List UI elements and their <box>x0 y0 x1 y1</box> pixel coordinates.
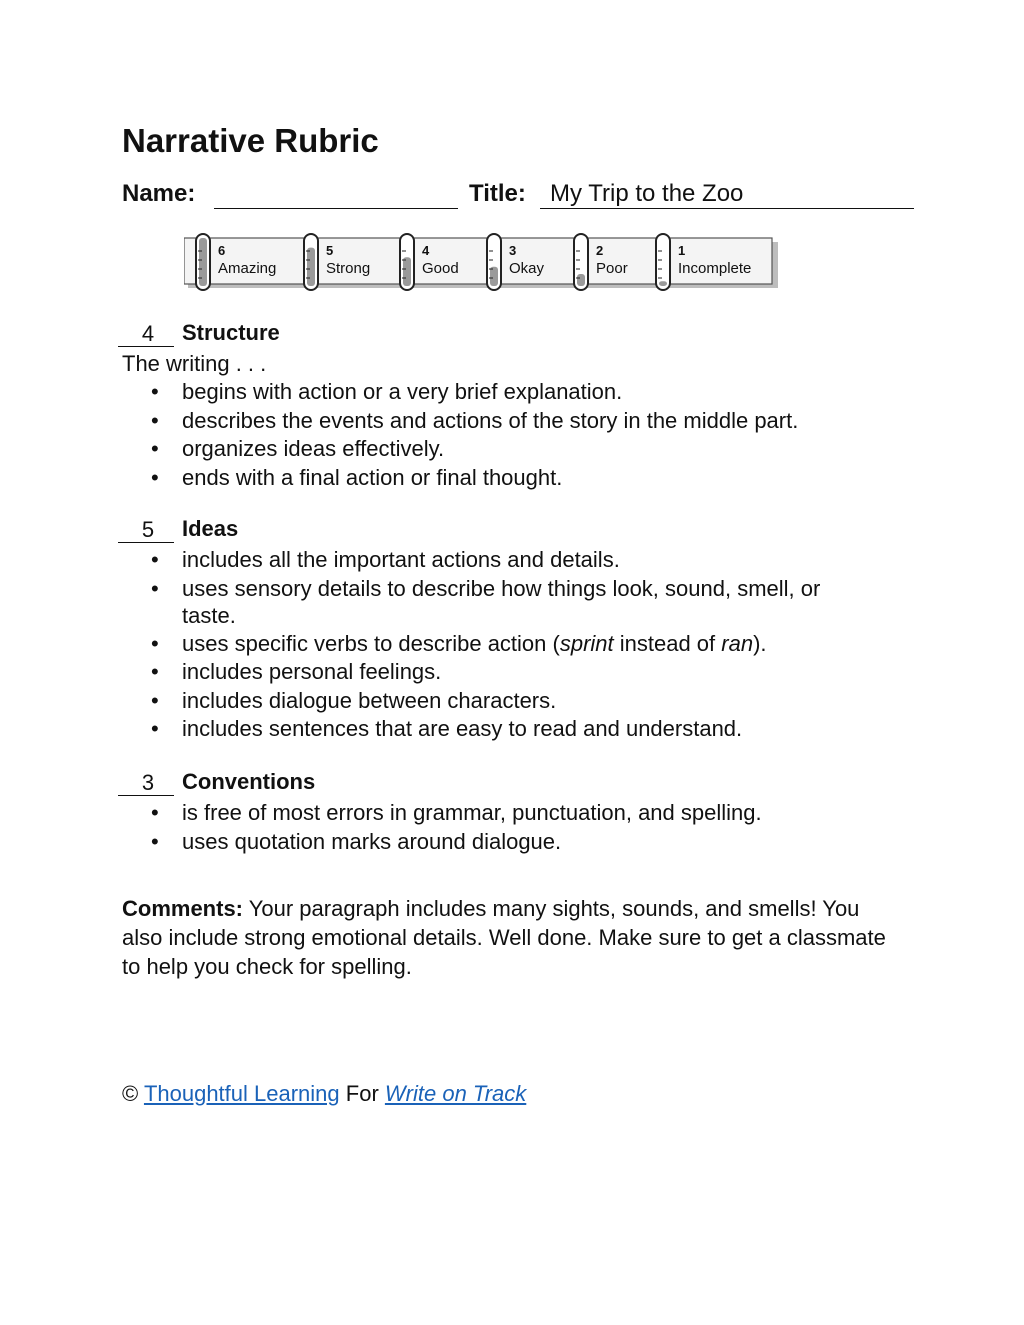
score-value: 3 <box>141 770 155 795</box>
criterion-structure <box>122 320 862 492</box>
scale-label: Good <box>422 260 459 277</box>
gauge-fill <box>199 238 207 286</box>
criterion-list <box>122 799 862 856</box>
criterion-header <box>122 516 867 546</box>
item-emphasis: ran <box>721 630 754 656</box>
scale-label: Amazing <box>218 260 277 277</box>
gauge-fill <box>490 267 498 286</box>
item-emphasis: sprint <box>559 630 614 656</box>
criterion-title: Ideas <box>182 516 239 541</box>
rubric-page <box>122 120 922 220</box>
list-item: • ends with a final action or final thought. <box>122 464 862 493</box>
scale-number: 2 <box>596 243 604 258</box>
criterion-list <box>122 378 862 492</box>
gauge-fill <box>403 257 411 286</box>
footer <box>122 1080 526 1108</box>
item-text: instead of <box>613 630 722 656</box>
scale-number: 5 <box>326 243 334 258</box>
list-item: • includes all the important actions and details. <box>122 546 867 575</box>
scale-number: 1 <box>678 243 686 258</box>
criterion-header <box>122 320 862 350</box>
list-item: • includes sentences that are easy to read and understand. <box>122 715 867 744</box>
title-label: Title: <box>469 180 526 207</box>
criterion-header <box>122 769 862 799</box>
score-value: 5 <box>141 517 155 542</box>
comments-label: Comments: <box>122 896 244 921</box>
comments <box>122 894 892 981</box>
list-item: • is free of most errors in grammar, punctuation, and spelling. <box>122 799 862 828</box>
list-item: • organizes ideas effectively. <box>122 435 862 464</box>
item-text: uses specific verbs to describe action ( <box>182 630 560 656</box>
list-item: • uses sensory details to describe how things look, sound, smell, or taste. <box>122 575 867 630</box>
scale-label: Strong <box>326 260 371 277</box>
list-item: • includes personal feelings. <box>122 658 867 687</box>
footer-for-text: For <box>345 1081 379 1106</box>
criterion-title: Conventions <box>182 769 316 794</box>
list-item <box>122 630 867 659</box>
rating-scale <box>184 232 780 294</box>
gauge-fill <box>577 274 585 286</box>
criterion-title: Structure <box>182 320 280 345</box>
scale-label: Okay <box>509 260 545 277</box>
item-text: ). <box>753 630 767 656</box>
list-item: • includes dialogue between characters. <box>122 687 867 716</box>
gauge-fill <box>307 248 315 286</box>
criterion-ideas <box>122 516 867 744</box>
list-item: • uses quotation marks around dialogue. <box>122 828 862 857</box>
scale-number: 6 <box>218 243 226 258</box>
publisher-link[interactable]: Thoughtful Learning <box>143 1081 340 1106</box>
list-item: • describes the events and actions of the story in the middle part. <box>122 407 862 436</box>
criterion-intro: The writing . . . <box>122 351 267 376</box>
scale-number: 4 <box>422 243 430 258</box>
name-title-row <box>122 172 922 220</box>
scale-label: Incomplete <box>678 260 752 277</box>
copyright-symbol: © <box>122 1081 139 1106</box>
comments-text: Your paragraph includes many sights, sounds, and smells! You also include strong emotional details. Well done. Make sure to get a classmate to help you check for spelling. <box>122 896 886 979</box>
title-field[interactable] <box>540 178 914 209</box>
name-label: Name: <box>122 180 196 207</box>
score-value: 4 <box>141 321 155 346</box>
scale-label: Poor <box>596 260 628 277</box>
criterion-list <box>122 546 867 744</box>
book-link[interactable]: Write on Track <box>384 1081 527 1106</box>
page-title: Narrative Rubric <box>122 122 379 159</box>
title-value: My Trip to the Zoo <box>550 180 744 207</box>
gauge-fill <box>659 281 667 286</box>
list-item: • begins with action or a very brief explanation. <box>122 378 862 407</box>
name-field[interactable] <box>214 178 458 209</box>
scale-number: 3 <box>509 243 517 258</box>
criterion-conventions <box>122 769 862 856</box>
